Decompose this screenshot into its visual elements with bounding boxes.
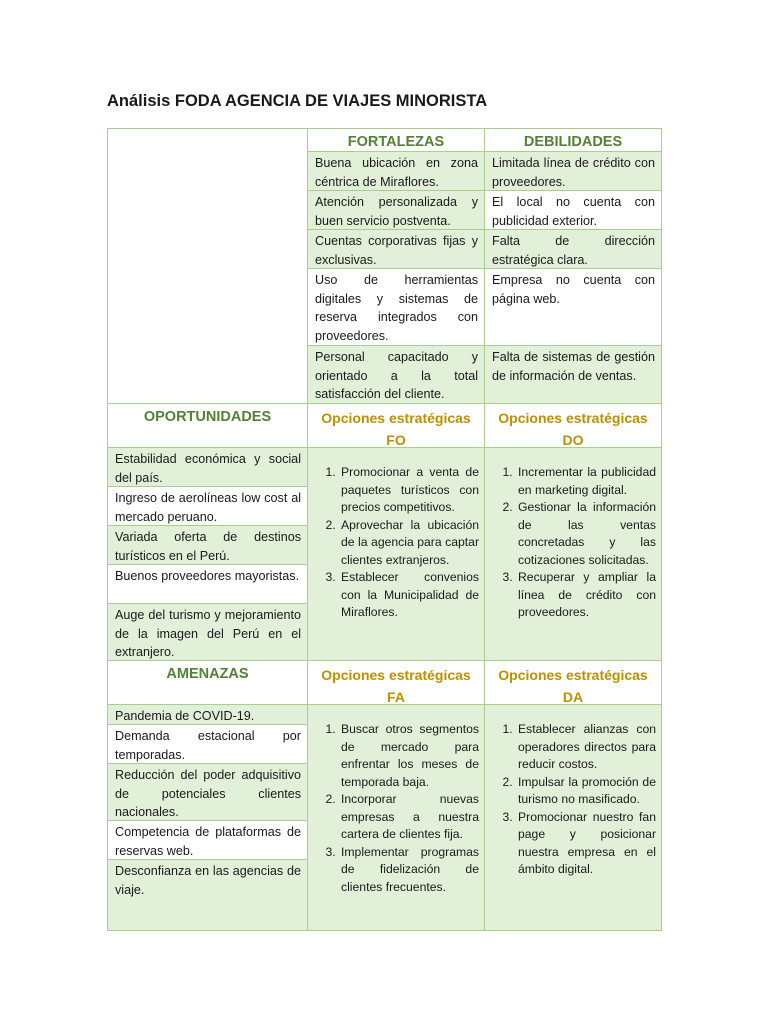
da-options-list [484,721,662,879]
do-option: 1. Incrementar la publicidad en marketing digital. [516,464,656,499]
do-option: 2. Gestionar la información de las ventas concretadas y las cotizaciones solicitadas. [516,499,656,569]
header-amenazas: AMENAZAS [107,660,308,705]
amenaza-item: Demanda estacional por temporadas. [107,724,308,764]
fa-title: Opciones estratégicas FA [307,660,485,705]
da-option: 2. Impulsar la promoción de turismo no masificado. [516,774,656,809]
da-option: 1. Establecer alianzas con operadores directos para reducir costos. [516,721,656,774]
header-debilidades: DEBILIDADES [484,128,662,152]
amenaza-item: Desconfianza en las agencias de viaje. [107,859,308,931]
oportunidad-item: Auge del turismo y mejoramiento de la imagen del Perú en el extranjero. [107,603,308,661]
fa-option: 3. Implementar programas de fidelización de clientes frecuentes. [339,844,479,897]
amenaza-item: Reducción del poder adquisitivo de potenciales clientes nacionales. [107,763,308,821]
da-title: Opciones estratégicas DA [484,660,662,705]
do-option: 3. Recuperar y ampliar la línea de crédito con proveedores. [516,569,656,622]
fa-option: 2. Incorporar nuevas empresas a nuestra cartera de clientes fija. [339,791,479,844]
page-title: Análisis FODA AGENCIA DE VIAJES MINORISTA [107,92,488,110]
debilidad-item: El local no cuenta con publicidad exterior. [484,190,662,230]
fo-option: 3. Establecer convenios con la Municipalidad de Miraflores. [339,569,479,622]
do-options-list [484,464,662,622]
debilidad-item: Falta de sistemas de gestión de información de ventas. [484,345,662,404]
fo-options-list [307,464,485,622]
debilidad-item: Falta de dirección estratégica clara. [484,229,662,269]
header-oportunidades: OPORTUNIDADES [107,403,308,448]
fortaleza-item: Atención personalizada y buen servicio postventa. [307,190,485,230]
fortaleza-item: Personal capacitado y orientado a la total satisfacción del cliente. [307,345,485,404]
fo-option: 2. Aprovechar la ubicación de la agencia para captar clientes extranjeros. [339,517,479,570]
da-option: 3. Promocionar nuestro fan page y posicionar nuestra empresa en el ámbito digital. [516,809,656,879]
debilidad-item: Empresa no cuenta con página web. [484,268,662,346]
fortaleza-item: Buena ubicación en zona céntrica de Miraflores. [307,151,485,191]
amenaza-item: Pandemia de COVID-19. [107,704,308,725]
fo-title: Opciones estratégicas FO [307,403,485,448]
fa-option: 1. Buscar otros segmentos de mercado para enfrentar los meses de temporada baja. [339,721,479,791]
oportunidad-item: Variada oferta de destinos turísticos en el Perú. [107,525,308,565]
amenaza-item: Competencia de plataformas de reservas web. [107,820,308,860]
fortaleza-item: Uso de herramientas digitales y sistemas de reserva integrados con proveedores. [307,268,485,346]
oportunidad-item: Buenos proveedores mayoristas. [107,564,308,604]
do-title: Opciones estratégicas DO [484,403,662,448]
fa-options-list [307,721,485,896]
debilidad-item: Limitada línea de crédito con proveedores. [484,151,662,191]
oportunidad-item: Estabilidad económica y social del país. [107,447,308,487]
fo-option: 1. Promocionar a venta de paquetes turísticos con precios competitivos. [339,464,479,517]
corner-cell [107,128,308,404]
oportunidad-item: Ingreso de aerolíneas low cost al mercado peruano. [107,486,308,526]
fortaleza-item: Cuentas corporativas fijas y exclusivas. [307,229,485,269]
header-fortalezas: FORTALEZAS [307,128,485,152]
